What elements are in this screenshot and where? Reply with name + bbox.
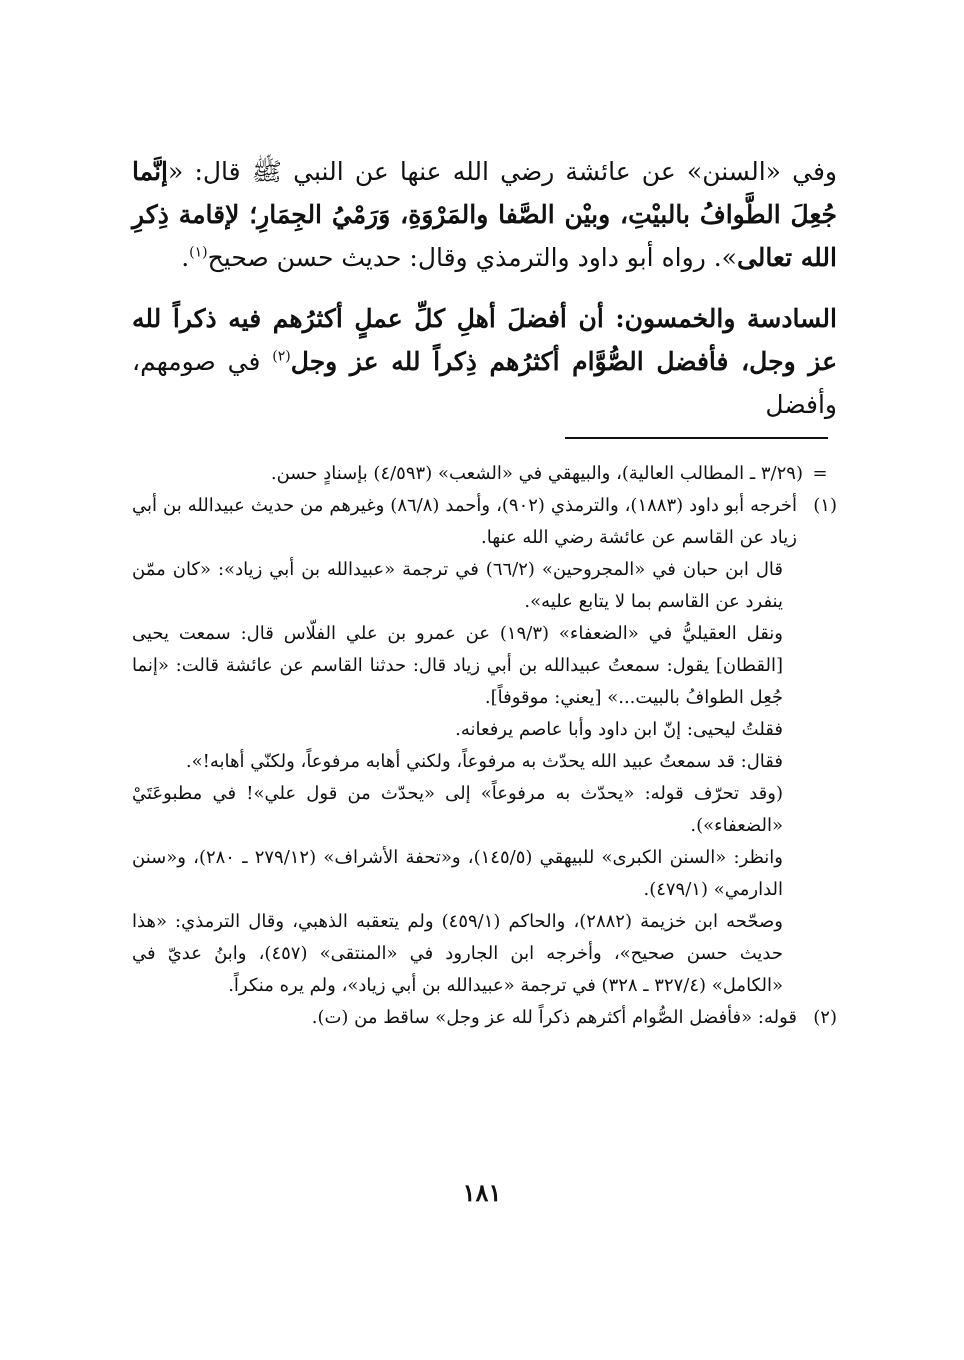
continuation-mark: = bbox=[812, 463, 828, 484]
point-heading: السادسة والخمسون bbox=[624, 304, 837, 333]
footnote-1-para: وصحّحه ابن خزيمة (٢٨٨٢)، والحاكم (٤٥٩/١) ولم يتعقبه الذهبي، وقال الترمذي: «هذا حديث حسن صحيح»، وأخرجه ابن الجارود في «المنتقى» (٤٥٧)، وابنُ عديّ في «الكامل» (٣٢٧/٤ ـ ٣٢٨) في ترجمة «عبيدالله بن أبي زياد»، ولم يره منكراً. bbox=[132, 911, 783, 996]
footnote-ref-2[interactable]: (٢) bbox=[272, 348, 291, 365]
footnote-1-para: أخرجه أبو داود (١٨٨٣)، والترمذي (٩٠٢)، وأحمد (٨٦/٨) وغيرهم من حديث عبيدالله بن أبي زياد عن القاسم عن عائشة رضي الله عنها. bbox=[132, 495, 797, 548]
hadith-intro: وفي «السنن» عن عائشة رضي الله عنها عن النبي ﷺ قال: « bbox=[167, 157, 837, 186]
footnote-continuation bbox=[132, 458, 837, 490]
footnote-1-content bbox=[132, 490, 797, 1002]
footnote-1 bbox=[132, 490, 837, 1002]
footnote-2-text: قوله: «فأفضل الصُّوام أكثرهم ذكراً لله عز وجل» ساقط من (ت). bbox=[311, 1007, 797, 1028]
continuation-text: (٣/٢٩ ـ المطالب العالية)، والبيهقي في «الشعب» (٤/٥٩٣) بإسنادٍ حسن. bbox=[270, 463, 803, 484]
page-number: ١٨١ bbox=[462, 1178, 502, 1207]
hadith-end: . bbox=[181, 243, 190, 272]
hadith-outro: ». رواه أبو داود والترمذي وقال: حديث حسن صحيح bbox=[207, 243, 737, 272]
point-statement: : أن أفضلَ أهلِ كلِّ عملٍ أكثرُهم فيه ذكراً لله عز وجل، فأفضل الصُّوَّام أكثرُهم ذِكراً لله عز وجل bbox=[132, 304, 837, 376]
footnotes bbox=[132, 458, 837, 1034]
footnote-1-para: (وقد تحرّف قوله: «يحدّث به مرفوعاً» إلى «يحدّث من قول علي»! في مطبوعَتَيْ «الضعفاء»). bbox=[132, 783, 783, 836]
point-continuation: في صومهم، وأفضل bbox=[132, 347, 837, 419]
footnote-1-number: (١) bbox=[813, 495, 837, 516]
footnote-2-number: (٢) bbox=[813, 1007, 837, 1028]
footnote-1-para: فقلتُ ليحيى: إنّ ابن داود وأبا عاصم يرفعانه. bbox=[455, 719, 783, 740]
paragraph-point-56 bbox=[132, 297, 837, 426]
footnote-2-content bbox=[132, 1002, 797, 1034]
paragraph-hadith bbox=[132, 150, 837, 279]
hadith-text: إنَّما جُعِلَ الطَّوافُ بالبيْتِ، وبيْن الصَّفا والمَرْوَةِ، وَرَمْيُ الجِمَارِ؛ لإقامة ذِكرِ الله تعالى bbox=[132, 157, 837, 272]
footnote-2 bbox=[132, 1002, 837, 1034]
main-text bbox=[132, 150, 837, 426]
footnote-1-para: ونقل العقيليُّ في «الضعفاء» (١٩/٣) عن عمرو بن علي الفلّاس قال: سمعت يحيى [القطان] يقول: سمعتُ عبيدالله بن أبي زياد قال: حدثنا القاسم عن عائشة قالت: «إنما جُعِل الطوافُ بالبيت...» [يعني: موقوفاً]. bbox=[132, 623, 784, 708]
footnote-1-para: فقال: قد سمعتُ عبيد الله يحدّث به مرفوعاً، ولكني أهابه مرفوعاً، ولكنّي أهابه!». bbox=[185, 751, 783, 772]
footnote-ref-1[interactable]: (١) bbox=[189, 244, 208, 261]
footnote-1-para: وانظر: «السنن الكبرى» للبيهقي (١٤٥/٥)، و«تحفة الأشراف» (٢٧٩/١٢ ـ ٢٨٠)، و«سنن الدارمي» (٤٧٩/١). bbox=[132, 847, 783, 900]
footnote-separator bbox=[565, 437, 828, 439]
footnote-1-para: قال ابن حبان في «المجروحين» (٦٦/٢) في ترجمة «عبيدالله بن أبي زياد»: «كان ممّن ينفرد عن القاسم بما لا يتابع عليه». bbox=[132, 559, 783, 612]
